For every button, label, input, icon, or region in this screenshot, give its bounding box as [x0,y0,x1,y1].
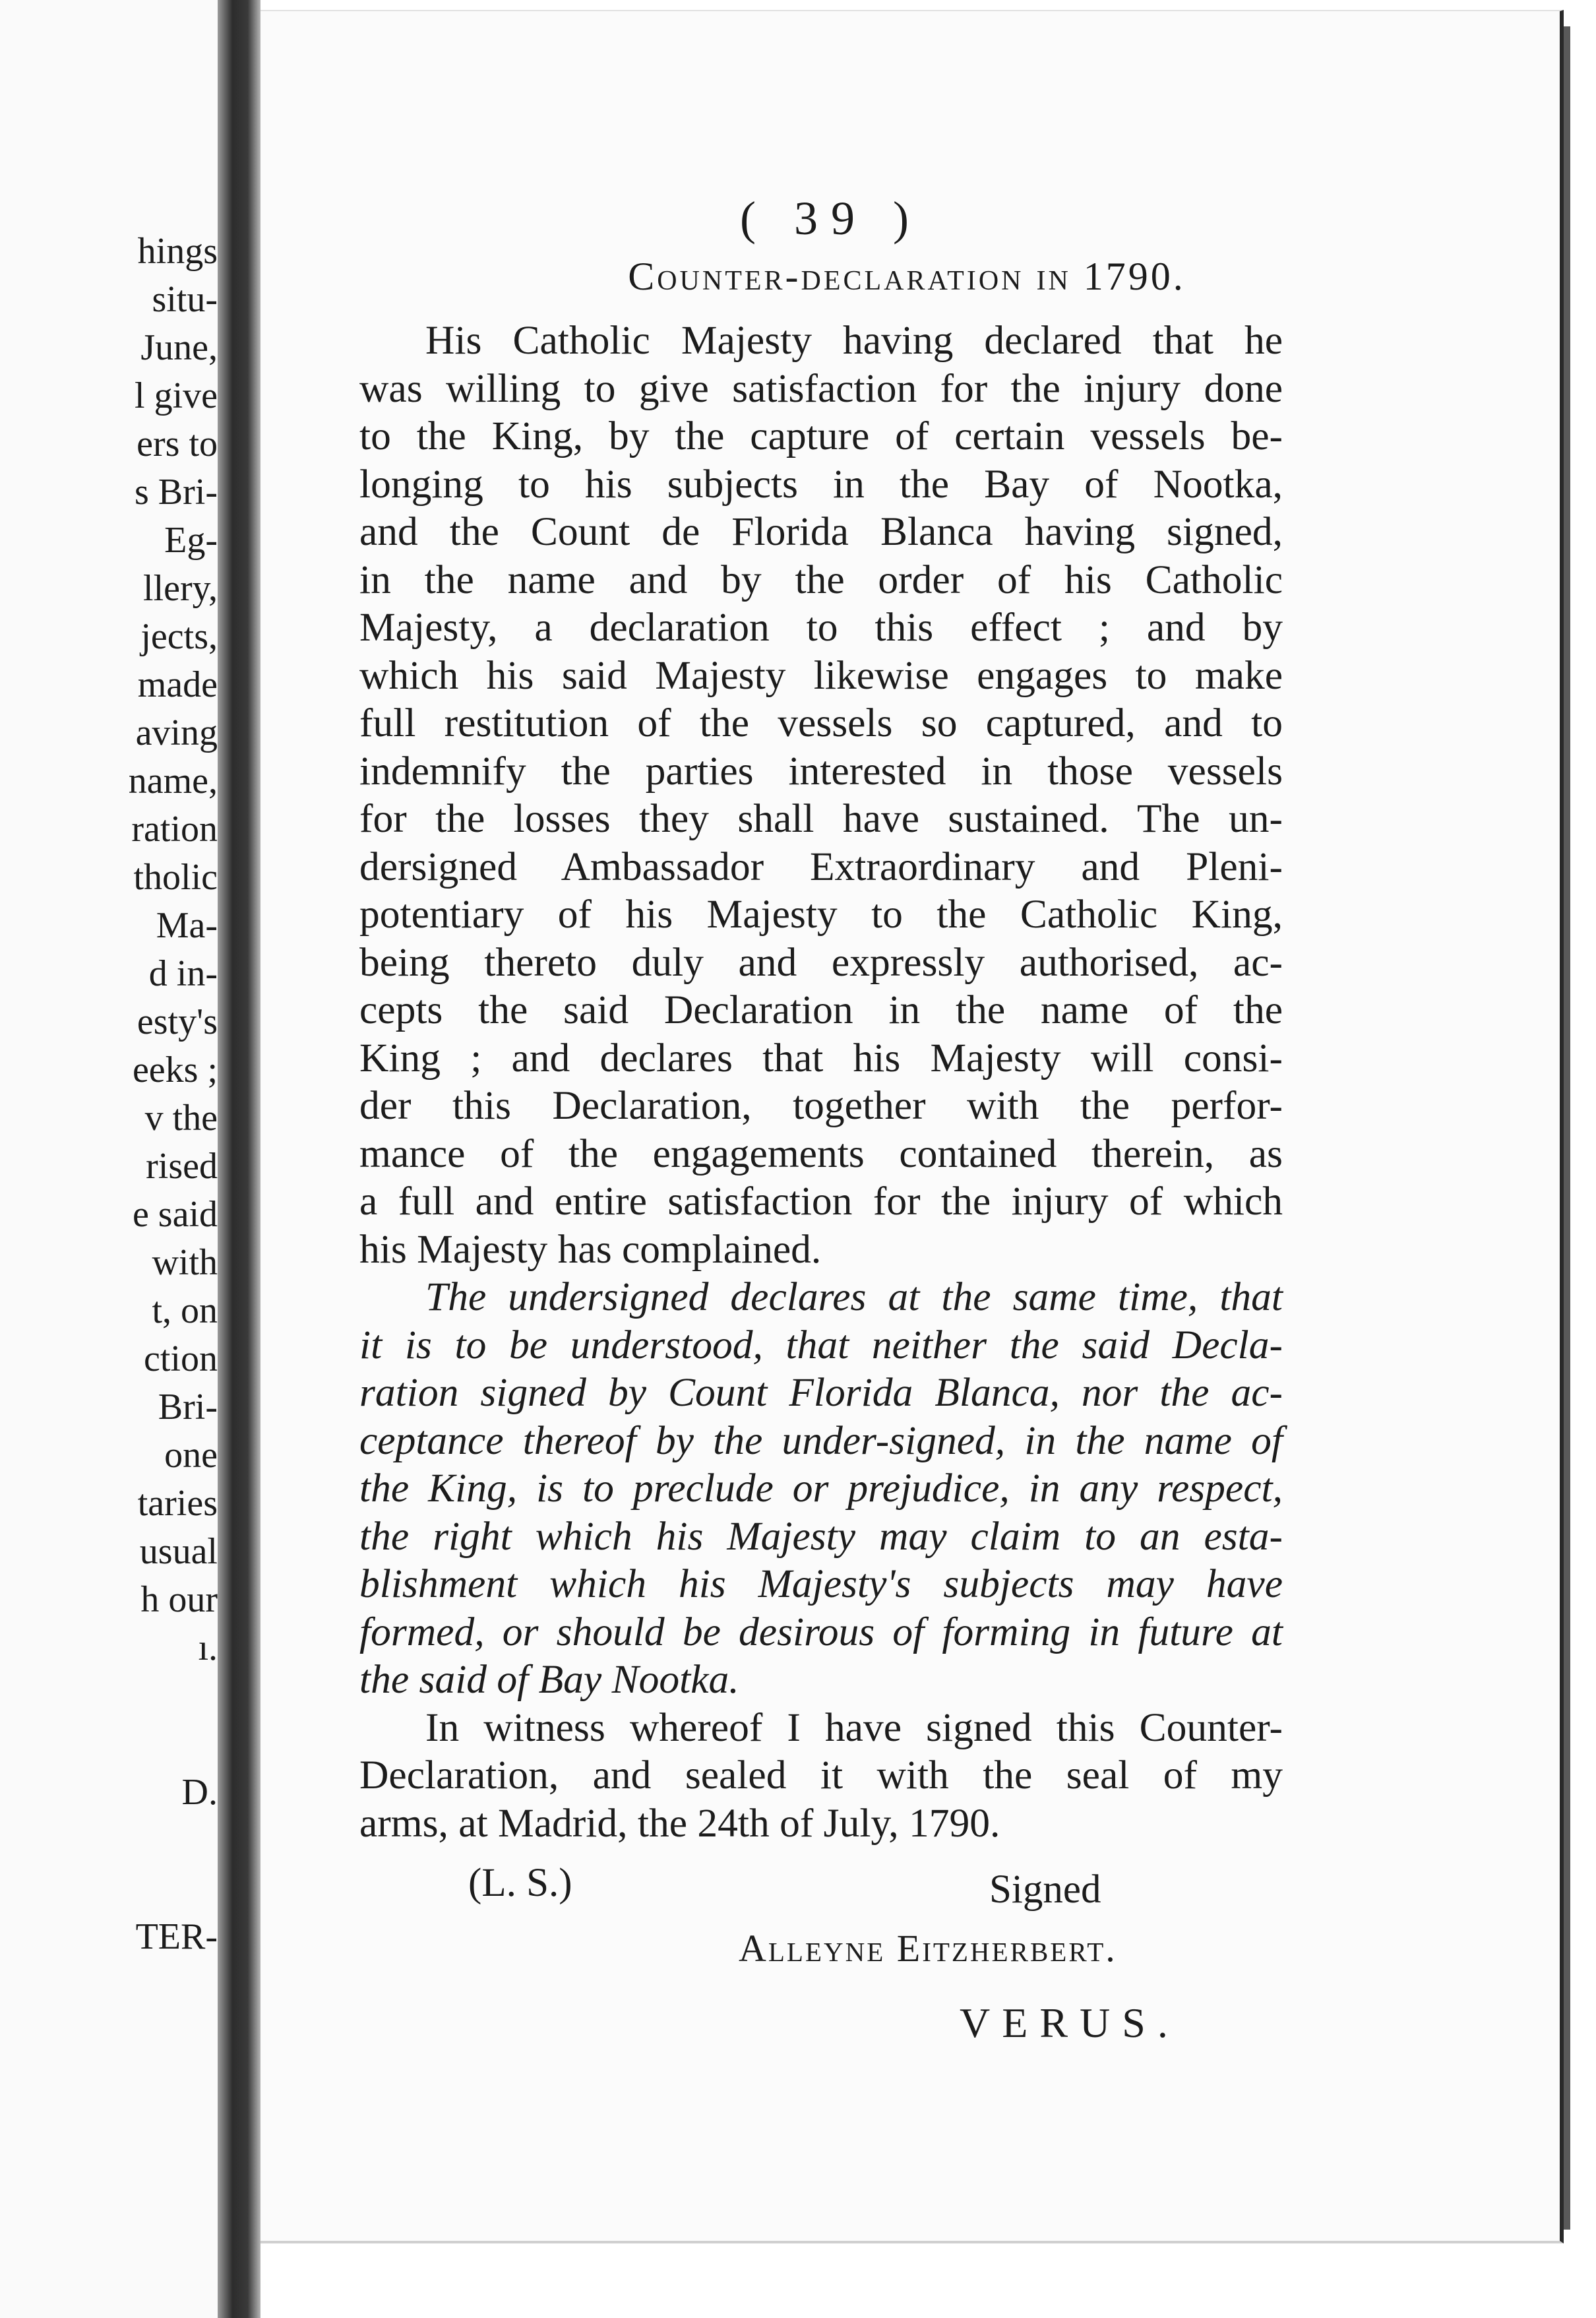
facing-page-line: jects, [140,616,218,657]
facing-page-line: eeks ; [132,1049,218,1090]
text-line: being thereto duly and expressly authorised, ac- [359,939,1283,985]
text-line: which his said Majesty likewise engages to make [359,652,1283,698]
text-line: a full and entire satisfaction for the injury of which [359,1179,1283,1224]
facing-page-line [20,1672,218,1720]
signed-label: Signed [989,1867,1101,1912]
facing-page-line: llery, [143,568,218,609]
facing-page-line: TER- [135,1916,218,1957]
signatory-name: Alleyne Eitzherbert. [739,1927,1117,1970]
text-line: it is to be understood, that neither the said Decla- [359,1322,1283,1367]
facing-page-line: June, [140,327,218,368]
facing-page-line: esty's [137,1001,218,1042]
text-line: formed, or should be desirous of forming in future at [359,1609,1283,1654]
text-line: Declaration, and sealed it with the seal of my [359,1753,1283,1798]
text-line: The undersigned declares at the same time, that [425,1274,1283,1319]
facing-page-line: Bri- [158,1387,218,1427]
text-line: the King, is to preclude or prejudice, in any respect, [359,1466,1283,1511]
heading-text: Counter-declaration in 1790. [628,255,1186,298]
book-gutter [218,0,261,2318]
facing-page-line: ration [131,809,218,850]
facing-page-line: e said [132,1194,218,1235]
facing-page-text [20,228,218,1961]
text-line: indemnify the parties interested in those vessels [359,748,1283,794]
verus-mark: VERUS. [960,1999,1180,2046]
text-line: der this Declaration, together with the perfor- [359,1083,1283,1128]
facing-page-line: ı. [198,1627,218,1668]
text-line: ceptance thereof by the under-signed, in the name of [359,1418,1283,1463]
facing-page-line: usual [139,1531,218,1572]
facing-page-line [20,1817,218,1865]
text-line: was willing to give satisfaction for the injury done [359,365,1283,411]
text-line: for the losses they shall have sustained. The un- [359,796,1283,841]
facing-page-line: s Bri- [135,472,218,513]
facing-page-line: ers to [137,423,218,464]
text-line: arms, at Madrid, the 24th of July, 1790. [359,1800,1000,1846]
facing-page-line: t, on [152,1290,218,1331]
facing-page-line: h our [140,1579,218,1620]
facing-page-line: made [137,664,218,705]
facing-page [0,0,218,2318]
text-line: longing to his subjects in the Bay of Nootka, [359,461,1283,507]
facing-page-line: name, [128,761,218,801]
seal-mark: (L. S.) [468,1861,572,1905]
facing-page-line: D. [181,1772,218,1813]
facing-page-line: with [152,1242,218,1283]
facing-page-line: Ma- [156,905,218,946]
facing-page-line: l give [135,375,218,416]
facing-page-line: rised [146,1146,218,1187]
text-line: blishment which his Majesty's subjects may have [359,1561,1283,1606]
body-text [359,317,1283,1847]
text-line: Majesty, a declaration to this effect ; and by [359,605,1283,650]
facing-page-line: situ- [152,279,218,320]
text-line: the said of Bay Nootka. [359,1657,739,1702]
page-number: ( 39 ) [740,192,922,245]
facing-page-line: aving [135,712,218,753]
text-line: and the Count de Florida Blanca having signed, [359,509,1283,554]
facing-page-line: tholic [133,857,218,898]
page-heading [0,254,1596,299]
facing-page-line: v the [144,1098,218,1139]
text-line: in the name and by the order of his Catholic [359,557,1283,602]
text-line: ration signed by Count Florida Blanca, nor the ac- [359,1370,1283,1415]
text-line: the right which his Majesty may claim to an esta- [359,1513,1283,1559]
text-line: full restitution of the vessels so captured, and to [359,701,1283,745]
facing-page-line: hings [137,231,218,272]
facing-page-line: d in- [148,953,218,994]
page-edge [1564,26,1570,2230]
paragraph-reservation [359,1273,1283,1704]
facing-page-line [20,1720,218,1769]
text-line: to the King, by the capture of certain vessels be- [359,414,1283,458]
facing-page-line: one [164,1435,218,1476]
paragraph-declaration [359,317,1283,1273]
text-line: King ; and declares that his Majesty will consi- [359,1035,1283,1081]
facing-page-line: Eg- [164,520,218,561]
text-line: His Catholic Majesty having declared that he [425,318,1283,363]
text-line: cepts the said Declaration in the name of the [359,987,1283,1032]
facing-page-line [20,1865,218,1913]
facing-page-line: taries [137,1483,218,1524]
paragraph-witness [359,1704,1283,1848]
text-line: potentiary of his Majesty to the Catholic King, [359,892,1283,937]
facing-page-line: ction [144,1338,218,1379]
text-line: In witness whereof I have signed this Counter- [425,1705,1283,1750]
text-line: dersigned Ambassador Extraordinary and Pleni- [359,844,1283,889]
text-line: his Majesty has complained. [359,1226,822,1272]
text-line: mance of the engagements contained therein, as [359,1131,1283,1176]
